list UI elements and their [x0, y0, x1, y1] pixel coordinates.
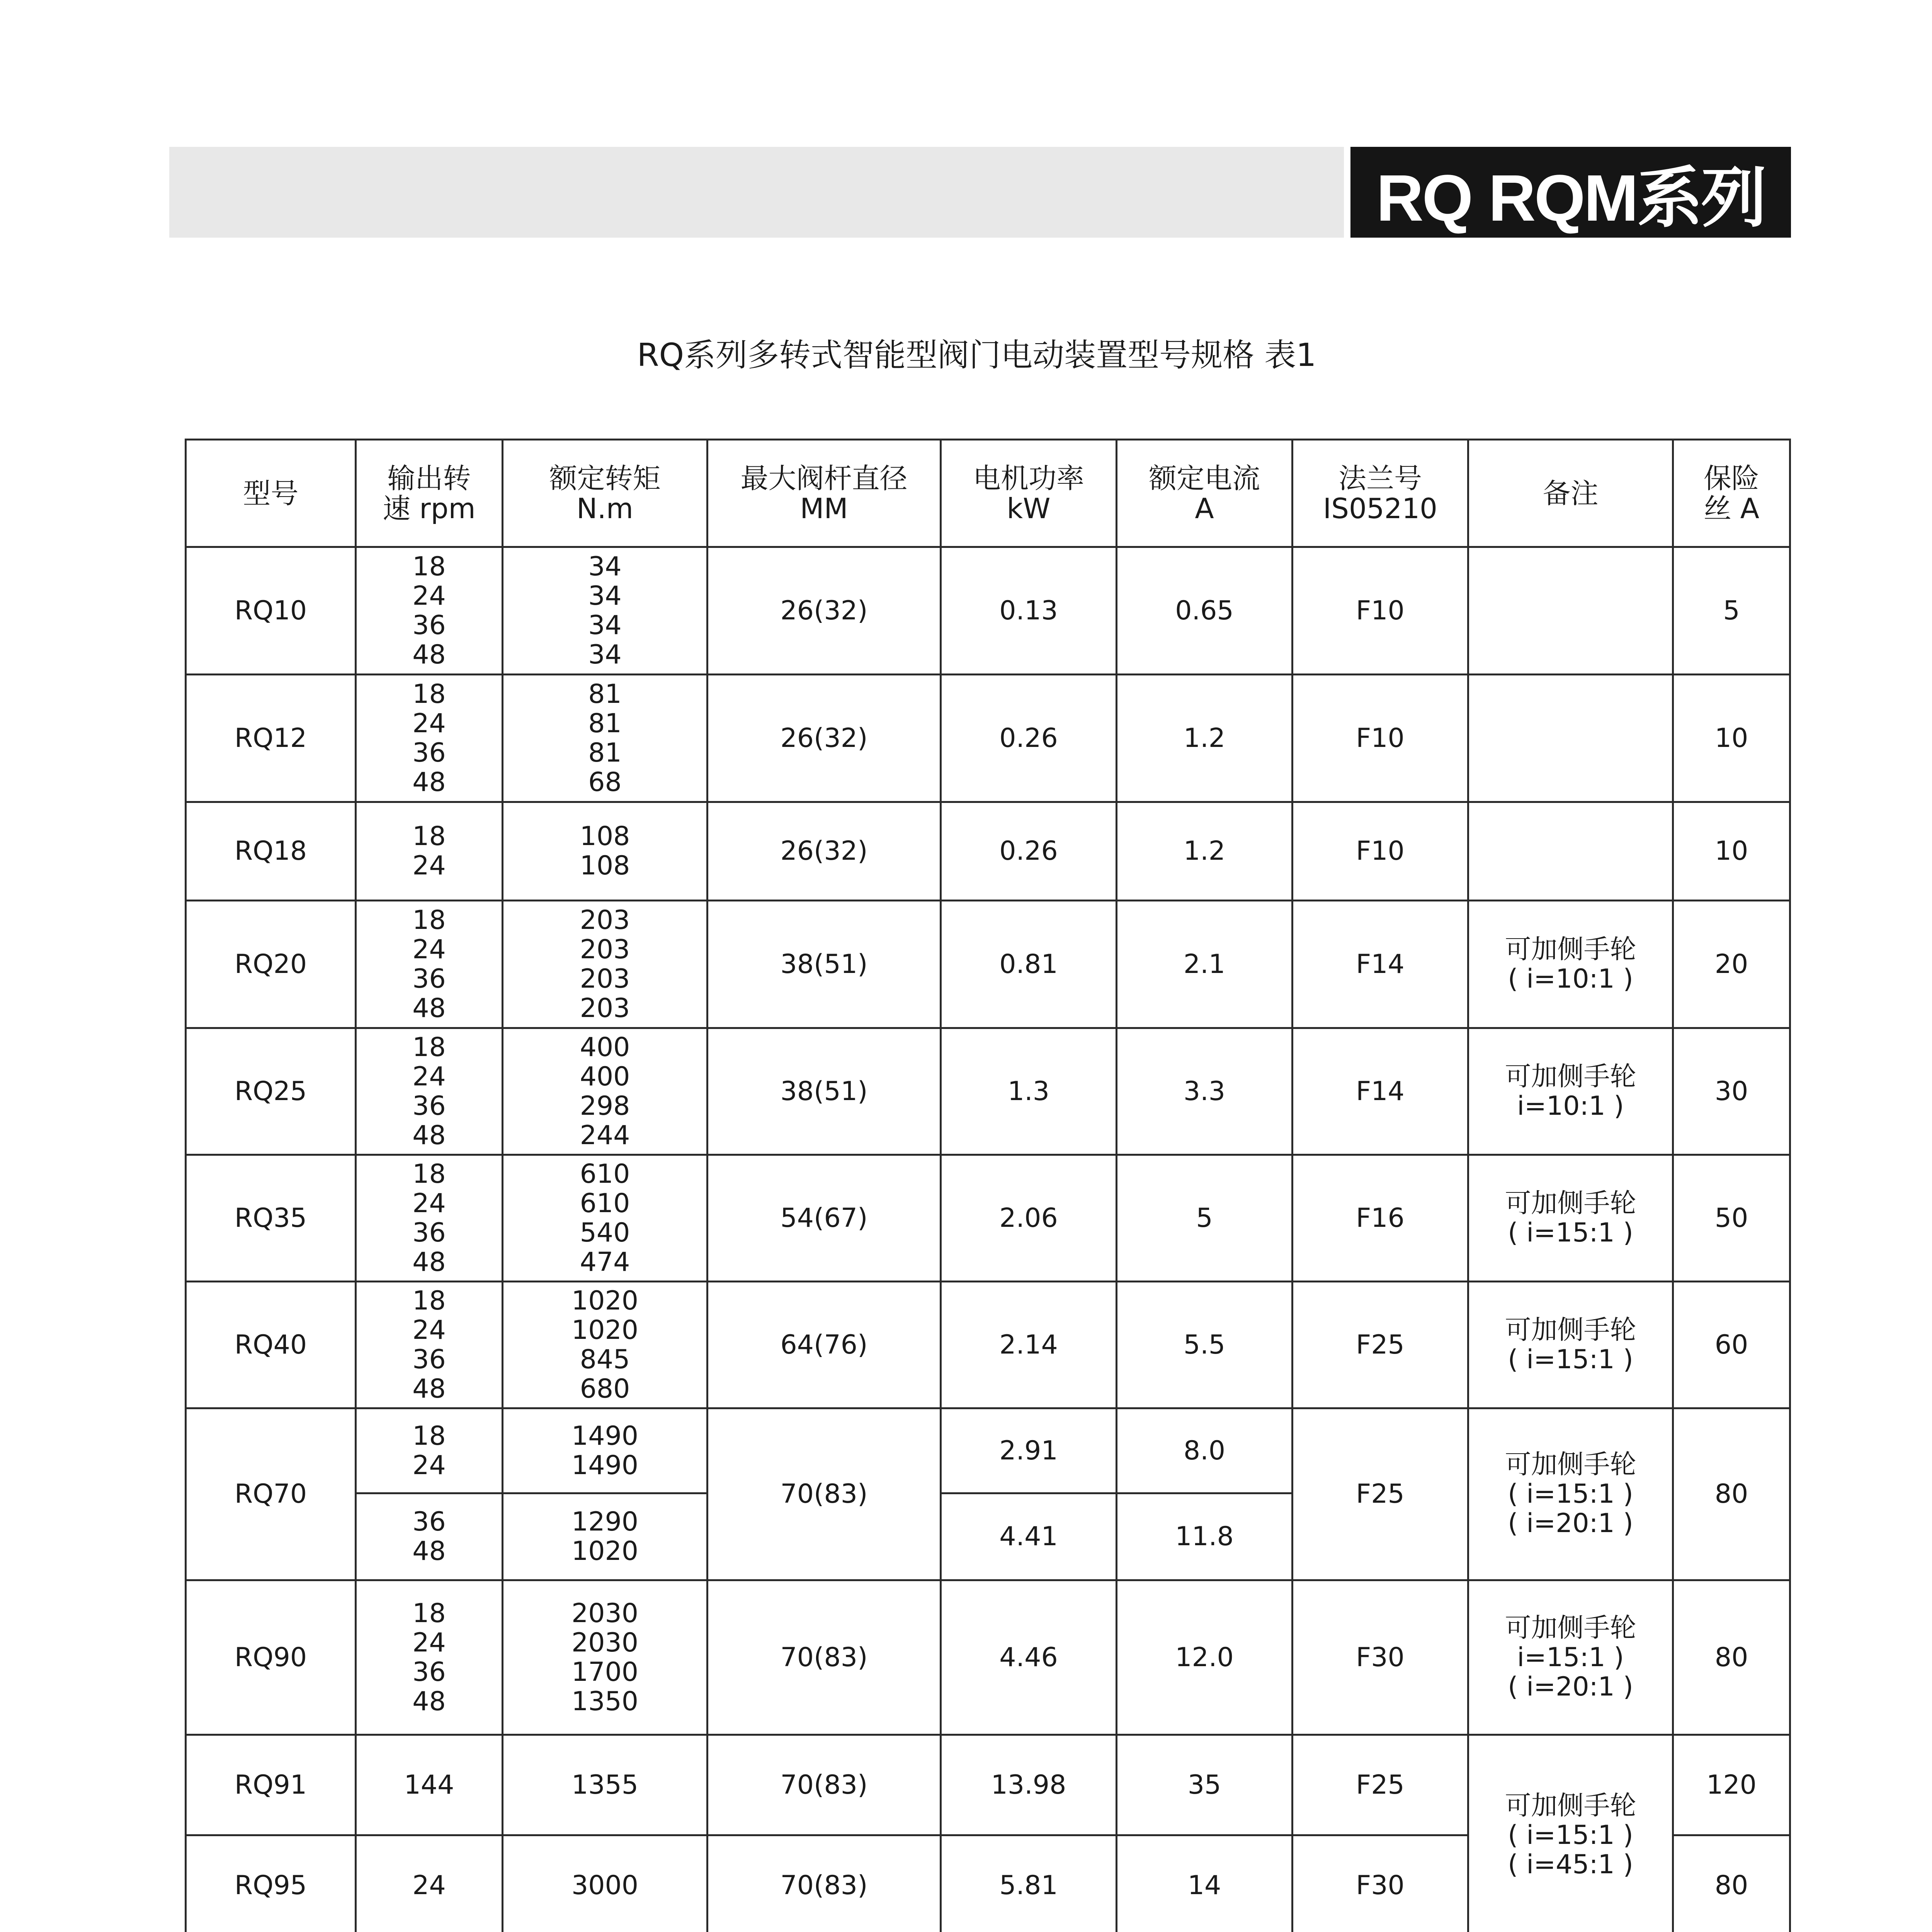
cell-torque: 1490 1490 [503, 1408, 707, 1493]
table-row-rq90 [186, 1580, 1790, 1735]
cell-torque: 1020 1020 845 680 [503, 1282, 707, 1408]
table-row-rq91 [186, 1735, 1790, 1835]
cell-model: RQ10 [186, 547, 356, 675]
cell-remark: 可加侧手轮 ( i=15:1 ) [1468, 1282, 1673, 1408]
cell-fuse: 60 [1673, 1282, 1790, 1408]
col-header-fuse: 保险 丝 A [1673, 440, 1790, 547]
cell-current: 8.0 [1117, 1408, 1293, 1493]
spec-table [185, 439, 1791, 1932]
col-header-current: 额定电流 A [1117, 440, 1293, 547]
cell-model: RQ90 [186, 1580, 356, 1735]
cell-flange: F25 [1293, 1735, 1468, 1835]
cell-stem: 26(32) [707, 675, 941, 802]
cell-model: RQ35 [186, 1155, 356, 1282]
cell-fuse: 10 [1673, 675, 1790, 802]
cell-speed: 24 [356, 1835, 503, 1932]
cell-stem: 70(83) [707, 1835, 941, 1932]
cell-model: RQ20 [186, 901, 356, 1028]
table-row-rq40 [186, 1282, 1790, 1408]
cell-torque: 400 400 298 244 [503, 1028, 707, 1155]
cell-fuse: 10 [1673, 802, 1790, 901]
col-header-model: 型号 [186, 440, 356, 547]
col-header-power: 电机功率 kW [941, 440, 1117, 547]
cell-current: 0.65 [1117, 547, 1293, 675]
table-row-rq18 [186, 802, 1790, 901]
cell-speed: 18 24 36 48 [356, 1580, 503, 1735]
cell-fuse: 50 [1673, 1155, 1790, 1282]
table-row-rq35 [186, 1155, 1790, 1282]
cell-flange: F10 [1293, 675, 1468, 802]
cell-model: RQ91 [186, 1735, 356, 1835]
cell-stem: 26(32) [707, 802, 941, 901]
cell-power: 1.3 [941, 1028, 1117, 1155]
cell-fuse: 5 [1673, 547, 1790, 675]
cell-current: 5.5 [1117, 1282, 1293, 1408]
cell-power: 4.41 [941, 1493, 1117, 1580]
col-header-stem: 最大阀杆直径 MM [707, 440, 941, 547]
cell-speed: 18 24 36 48 [356, 901, 503, 1028]
table-row-rq25 [186, 1028, 1790, 1155]
series-label: RQ RQM系列 [1350, 147, 1791, 238]
cell-current: 1.2 [1117, 675, 1293, 802]
cell-flange: F25 [1293, 1282, 1468, 1408]
table-row-rq10 [186, 547, 1790, 675]
cell-remark: 可加侧手轮 i=15:1 ) ( i=20:1 ) [1468, 1580, 1673, 1735]
cell-power: 0.81 [941, 901, 1117, 1028]
cell-power: 0.26 [941, 802, 1117, 901]
cell-torque: 610 610 540 474 [503, 1155, 707, 1282]
cell-remark [1468, 547, 1673, 675]
cell-speed: 18 24 36 48 [356, 675, 503, 802]
cell-flange: F30 [1293, 1835, 1468, 1932]
cell-fuse: 80 [1673, 1580, 1790, 1735]
cell-stem: 54(67) [707, 1155, 941, 1282]
cell-current: 5 [1117, 1155, 1293, 1282]
cell-model: RQ25 [186, 1028, 356, 1155]
col-header-speed: 输出转 速 rpm [356, 440, 503, 547]
cell-speed: 144 [356, 1735, 503, 1835]
cell-remark: 可加侧手轮 ( i=10:1 ) [1468, 901, 1673, 1028]
col-header-remark: 备注 [1468, 440, 1673, 547]
cell-flange: F14 [1293, 901, 1468, 1028]
header-row [186, 440, 1790, 547]
cell-speed: 18 24 [356, 1408, 503, 1493]
cell-stem: 38(51) [707, 901, 941, 1028]
cell-remark: 可加侧手轮 ( i=15:1 ) ( i=45:1 ) [1468, 1735, 1673, 1932]
cell-speed: 18 24 36 48 [356, 1028, 503, 1155]
cell-model: RQ70 [186, 1408, 356, 1580]
table-row-rq70-a [186, 1408, 1790, 1493]
cell-power: 4.46 [941, 1580, 1117, 1735]
cell-speed: 18 24 36 48 [356, 1282, 503, 1408]
cell-model: RQ40 [186, 1282, 356, 1408]
cell-power: 0.13 [941, 547, 1117, 675]
cell-remark: 可加侧手轮 i=10:1 ) [1468, 1028, 1673, 1155]
cell-fuse: 80 [1673, 1408, 1790, 1580]
col-header-torque: 额定转矩 N.m [503, 440, 707, 547]
cell-fuse: 120 [1673, 1735, 1790, 1835]
cell-model: RQ12 [186, 675, 356, 802]
cell-fuse: 80 [1673, 1835, 1790, 1932]
cell-flange: F10 [1293, 802, 1468, 901]
col-header-flange: 法兰号 IS05210 [1293, 440, 1468, 547]
cell-model: RQ95 [186, 1835, 356, 1932]
cell-model: RQ18 [186, 802, 356, 901]
cell-power: 5.81 [941, 1835, 1117, 1932]
cell-power: 2.14 [941, 1282, 1117, 1408]
cell-torque: 81 81 81 68 [503, 675, 707, 802]
cell-torque: 34 34 34 34 [503, 547, 707, 675]
cell-remark [1468, 675, 1673, 802]
cell-remark [1468, 802, 1673, 901]
cell-remark: 可加侧手轮 ( i=15:1 ) ( i=20:1 ) [1468, 1408, 1673, 1580]
cell-current: 14 [1117, 1835, 1293, 1932]
cell-flange: F10 [1293, 547, 1468, 675]
cell-power: 0.26 [941, 675, 1117, 802]
cell-stem: 70(83) [707, 1580, 941, 1735]
cell-flange: F14 [1293, 1028, 1468, 1155]
cell-torque: 1290 1020 [503, 1493, 707, 1580]
cell-stem: 70(83) [707, 1408, 941, 1580]
cell-stem: 70(83) [707, 1735, 941, 1835]
table-row-rq20 [186, 901, 1790, 1028]
cell-power: 2.06 [941, 1155, 1117, 1282]
cell-speed: 36 48 [356, 1493, 503, 1580]
cell-torque: 203 203 203 203 [503, 901, 707, 1028]
cell-speed: 18 24 36 48 [356, 1155, 503, 1282]
cell-torque: 3000 [503, 1835, 707, 1932]
cell-current: 1.2 [1117, 802, 1293, 901]
cell-flange: F25 [1293, 1408, 1468, 1580]
cell-stem: 38(51) [707, 1028, 941, 1155]
cell-flange: F30 [1293, 1580, 1468, 1735]
cell-power: 2.91 [941, 1408, 1117, 1493]
cell-current: 3.3 [1117, 1028, 1293, 1155]
cell-remark: 可加侧手轮 ( i=15:1 ) [1468, 1155, 1673, 1282]
cell-stem: 26(32) [707, 547, 941, 675]
table-title: RQ系列多转式智能型阀门电动装置型号规格 表1 [637, 337, 1316, 374]
cell-power: 13.98 [941, 1735, 1117, 1835]
header-band [169, 147, 1344, 238]
cell-current: 11.8 [1117, 1493, 1293, 1580]
cell-current: 35 [1117, 1735, 1293, 1835]
cell-torque: 108 108 [503, 802, 707, 901]
cell-stem: 64(76) [707, 1282, 941, 1408]
cell-torque: 1355 [503, 1735, 707, 1835]
cell-current: 2.1 [1117, 901, 1293, 1028]
cell-speed: 18 24 [356, 802, 503, 901]
cell-torque: 2030 2030 1700 1350 [503, 1580, 707, 1735]
cell-current: 12.0 [1117, 1580, 1293, 1735]
cell-flange: F16 [1293, 1155, 1468, 1282]
cell-fuse: 20 [1673, 901, 1790, 1028]
cell-fuse: 30 [1673, 1028, 1790, 1155]
cell-speed: 18 24 36 48 [356, 547, 503, 675]
table-row-rq12 [186, 675, 1790, 802]
